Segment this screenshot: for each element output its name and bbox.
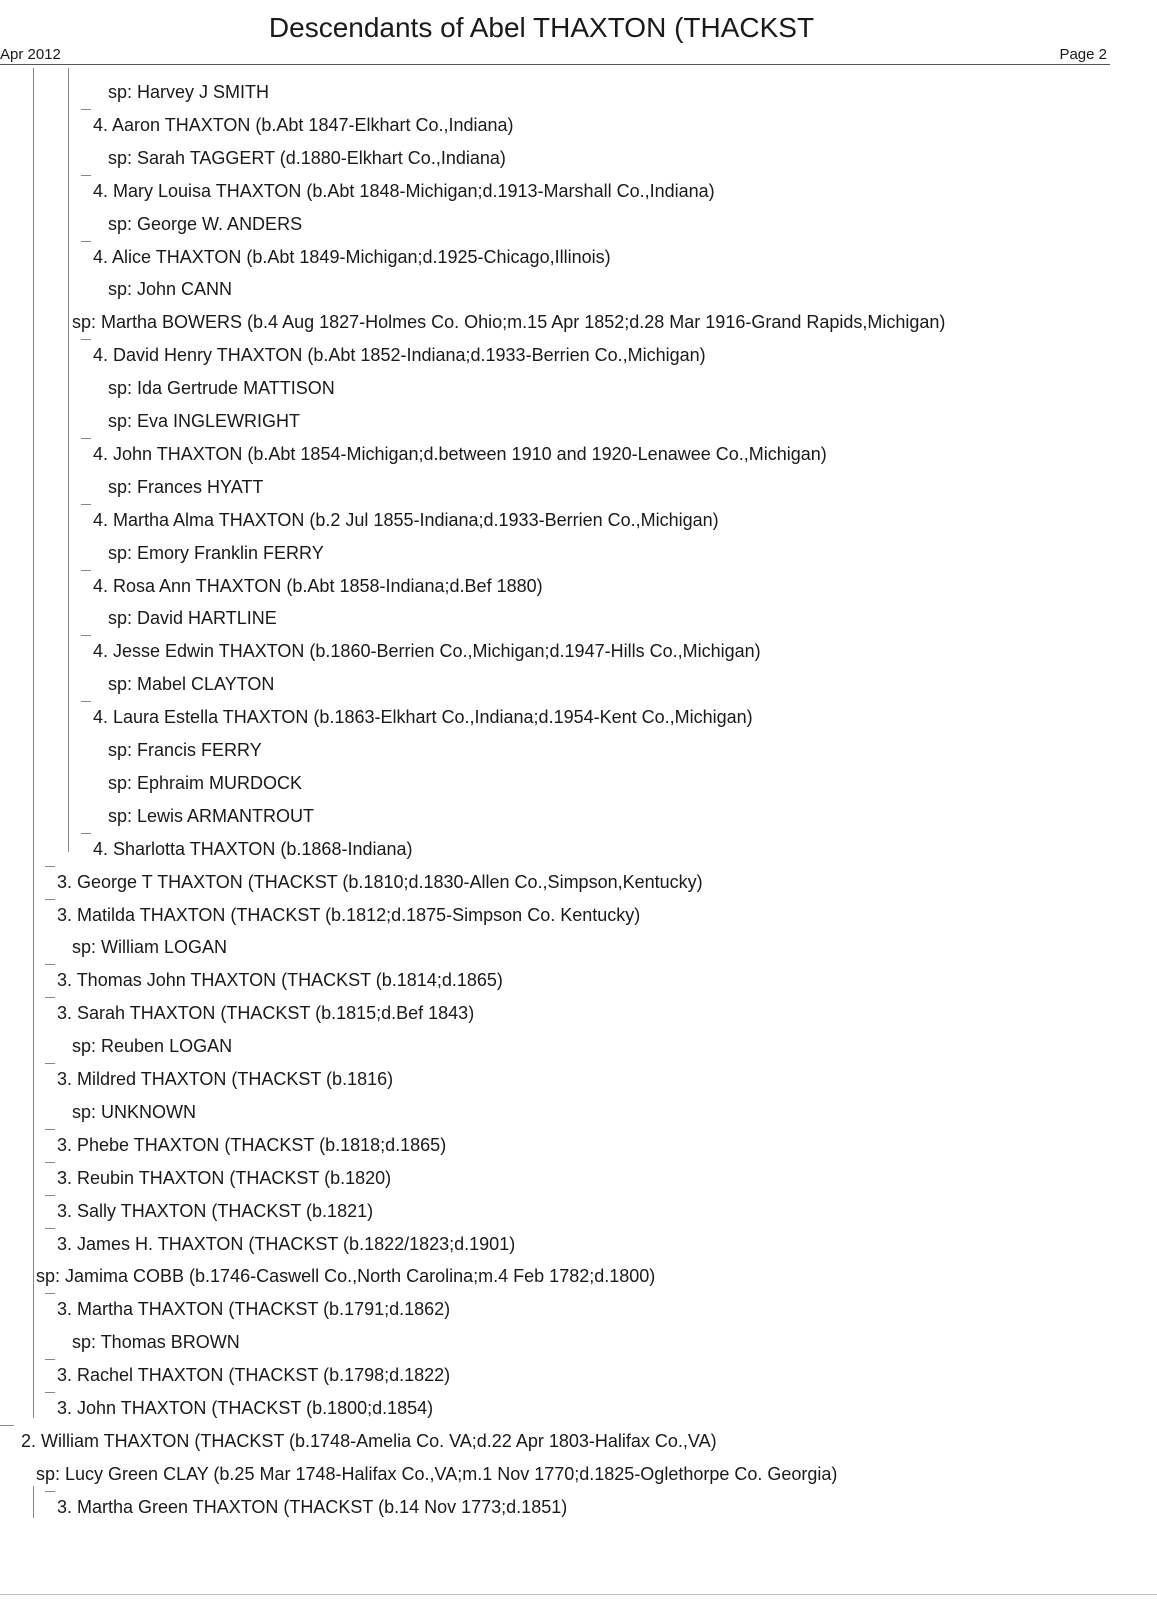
spouse-entry: sp: David HARTLINE	[108, 608, 277, 629]
spouse-entry: sp: Thomas BROWN	[72, 1332, 240, 1353]
spouse-entry: sp: William LOGAN	[72, 937, 228, 958]
descendant-entry: 3. Thomas John THAXTON (THACKST (b.1814;d.1865)	[57, 970, 503, 991]
descendant-entry: 4. Mary Louisa THAXTON (b.Abt 1848-Michigan;d.1913-Marshall Co.,Indiana)	[93, 180, 715, 201]
spouse-entry: sp: Martha BOWERS (b.4 Aug 1827-Holmes Co. Ohio;m.15 Apr 1852;d.28 Mar 1916-Grand Rapids,Michigan)	[72, 312, 946, 333]
descendant-entry: 3. Matilda THAXTON (THACKST (b.1812;d.1875-Simpson Co. Kentucky)	[57, 904, 641, 925]
descendant-entry: 4. Alice THAXTON (b.Abt 1849-Michigan;d.1925-Chicago,Illinois)	[93, 246, 611, 267]
descendant-entry: 3. Phebe THAXTON (THACKST (b.1818;d.1865)	[57, 1134, 447, 1155]
descendant-entry: 4. John THAXTON (b.Abt 1854-Michigan;d.between 1910 and 1920-Lenawee Co.,Michigan)	[93, 443, 827, 464]
spouse-entry: sp: Ida Gertrude MATTISON	[108, 378, 335, 399]
spouse-entry: sp: Lewis ARMANTROUT	[108, 805, 315, 826]
spouse-entry: sp: Sarah TAGGERT (d.1880-Elkhart Co.,Indiana)	[108, 147, 506, 168]
descendant-entry: 3. Sally THAXTON (THACKST (b.1821)	[57, 1200, 374, 1221]
descendant-entry: 3. Mildred THAXTON (THACKST (b.1816)	[57, 1069, 394, 1089]
descendant-entry: 4. Sharlotta THAXTON (b.1868-Indiana)	[93, 838, 413, 859]
descendant-entry: 3. George T THAXTON (THACKST (b.1810;d.1830-Allen Co.,Simpson,Kentucky)	[57, 871, 703, 892]
spouse-entry: sp: Lucy Green CLAY (b.25 Mar 1748-Halifax Co.,VA;m.1 Nov 1770;d.1825-Oglethorpe Co. Georgia)	[36, 1463, 838, 1484]
tree-line-gen4	[68, 68, 69, 852]
tree-line-gen3	[33, 68, 34, 1418]
spouse-entry: sp: Emory Franklin FERRY	[108, 542, 324, 563]
descendant-entry: 4. Laura Estella THAXTON (b.1863-Elkhart Co.,Indiana;d.1954-Kent Co.,Michigan)	[93, 707, 753, 728]
descendant-entry: 3. Martha Green THAXTON (THACKST (b.14 Nov 1773;d.1851)	[57, 1496, 568, 1517]
page-title: Descendants of Abel THAXTON (THACKST	[268, 12, 815, 43]
descendant-entry: 3. Martha THAXTON (THACKST (b.1791;d.1862)	[57, 1299, 451, 1320]
descendant-entry: 3. Sarah THAXTON (THACKST (b.1815;d.Bef 1843)	[57, 1003, 475, 1024]
spouse-entry: sp: UNKNOWN	[72, 1101, 197, 1122]
spouse-entry: sp: Harvey J SMITH	[108, 82, 270, 102]
spouse-entry: sp: Frances HYATT	[108, 476, 264, 497]
spouse-entry: sp: Jamima COBB (b.1746-Caswell Co.,North Carolina;m.4 Feb 1782;d.1800)	[36, 1266, 656, 1287]
descendant-entry: 3. Reubin THAXTON (THACKST (b.1820)	[57, 1167, 392, 1188]
spouse-entry: sp: Francis FERRY	[108, 740, 262, 760]
descendant-entry: 4. David Henry THAXTON (b.Abt 1852-Indiana;d.1933-Berrien Co.,Michigan)	[93, 345, 706, 366]
report-date: Apr 2012	[0, 46, 61, 63]
descendant-entry: 4. Rosa Ann THAXTON (b.Abt 1858-Indiana;d.Bef 1880)	[93, 575, 543, 596]
descendant-entry: 4. Jesse Edwin THAXTON (b.1860-Berrien Co.,Michigan;d.1947-Hills Co.,Michigan)	[93, 641, 761, 662]
spouse-entry: sp: Reuben LOGAN	[72, 1036, 233, 1057]
descendant-entry: 3. John THAXTON (THACKST (b.1800;d.1854)	[57, 1398, 434, 1418]
descendant-entry: 4. Aaron THAXTON (b.Abt 1847-Elkhart Co.,Indiana)	[93, 114, 514, 135]
header-divider	[0, 64, 1110, 65]
spouse-entry: sp: George W. ANDERS	[108, 213, 303, 234]
spouse-entry: sp: John CANN	[108, 279, 233, 300]
page-number: Page 2	[1059, 46, 1107, 63]
descendant-entry: 3. Rachel THAXTON (THACKST (b.1798;d.1822)	[57, 1365, 451, 1386]
spouse-entry: sp: Eva INGLEWRIGHT	[108, 411, 301, 431]
spouse-entry: sp: Mabel CLAYTON	[108, 674, 275, 695]
descendant-entry: 4. Martha Alma THAXTON (b.2 Jul 1855-Indiana;d.1933-Berrien Co.,Michigan)	[93, 509, 719, 530]
descendant-entry: 3. James H. THAXTON (THACKST (b.1822/1823;d.1901)	[57, 1233, 516, 1254]
spouse-entry: sp: Ephraim MURDOCK	[108, 772, 303, 793]
footer-divider	[0, 1594, 1157, 1595]
tree-line-gen3-clay	[33, 1486, 34, 1518]
descendant-entry: 2. William THAXTON (THACKST (b.1748-Amelia Co. VA;d.22 Apr 1803-Halifax Co.,VA)	[21, 1430, 717, 1451]
